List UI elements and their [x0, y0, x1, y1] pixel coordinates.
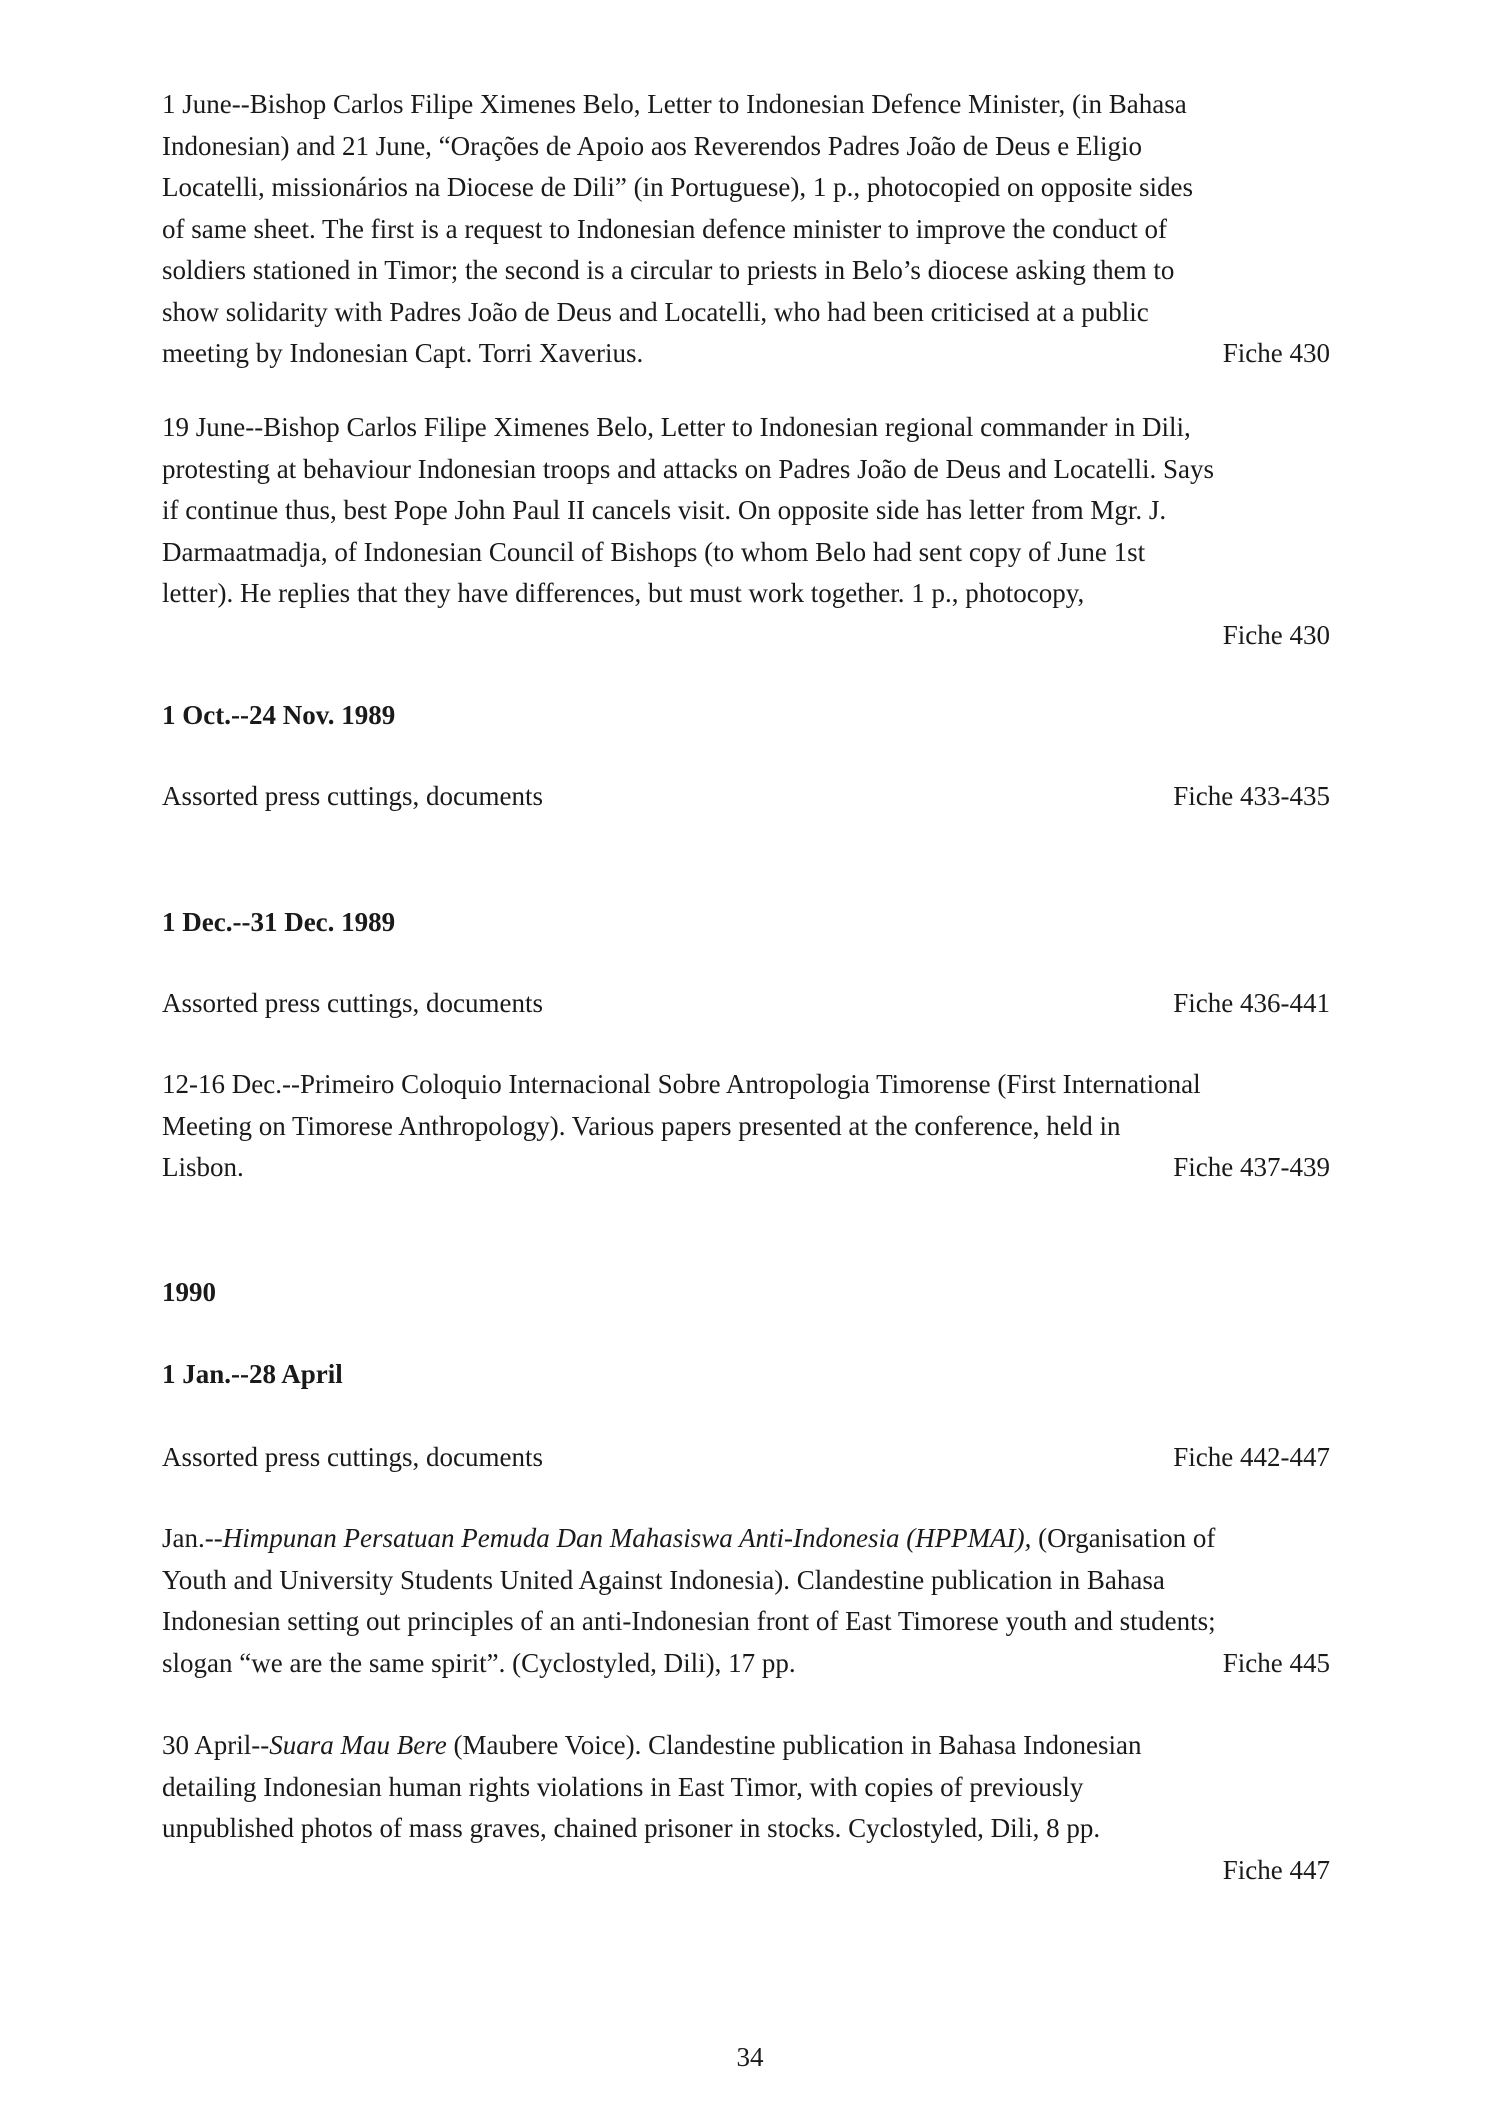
entry-19-june-belo-letter	[162, 407, 1330, 656]
entry-line	[162, 1725, 1330, 1767]
fiche-reference: Fiche 442-447	[1173, 1442, 1330, 1472]
entry-line: show solidarity with Padres João de Deus and Locatelli, who had been criticised at a public	[162, 296, 1149, 327]
assorted-row	[162, 983, 1330, 1025]
entry-line-text: meeting by Indonesian Capt. Torri Xaverius.	[162, 338, 644, 368]
section-heading: 1 Dec.--31 Dec. 1989	[162, 907, 396, 937]
entry-line: of same sheet. The first is a request to Indonesian defence minister to improve the conduct of	[162, 213, 1167, 244]
entry-line-text: slogan “we are the same spirit”. (Cyclostyled, Dili), 17 pp.	[162, 1647, 796, 1678]
entry-1-june-belo-letter	[162, 84, 1330, 375]
assorted-row	[162, 1437, 1330, 1479]
year-heading: 1990	[162, 1277, 216, 1307]
fiche-reference: Fiche 433-435	[1173, 781, 1330, 811]
fiche-reference: Fiche 445	[1222, 1647, 1330, 1678]
entry-line: Locatelli, missionários na Diocese de Dili” (in Portuguese), 1 p., photocopied on opposite sides	[162, 172, 1194, 202]
entry-line: letter). He replies that they have differences, but must work together. 1 p., photocopy,	[162, 578, 1085, 608]
entry-line: 12-16 Dec.--Primeiro Coloquio Internacional Sobre Antropologia Timorense (First International	[162, 1069, 1201, 1099]
assorted-row	[162, 776, 1330, 818]
entry-line	[162, 1147, 1330, 1189]
fiche-reference: Fiche 430	[1222, 338, 1330, 368]
entry-line: Meeting on Timorese Anthropology). Various papers presented at the conference, held in	[162, 1110, 1121, 1141]
entry-line-text: Lisbon.	[162, 1152, 244, 1182]
section-heading: 1 Jan.--28 April	[162, 1359, 343, 1389]
entry-line: detailing Indonesian human rights violations in East Timor, with copies of previously	[162, 1771, 1084, 1802]
entry-line: Indonesian setting out principles of an anti-Indonesian front of East Timorese youth and students;	[162, 1606, 1216, 1636]
entry-line: Darmaatmadja, of Indonesian Council of Bishops (to whom Belo had sent copy of June 1st	[162, 536, 1146, 567]
entry-line: Indonesian) and 21 June, “Orações de Apoio aos Reverendos Padres João de Deus e Eligio	[162, 130, 1142, 161]
entry-line-text: (Maubere Voice). Clandestine publication in Bahasa Indonesian	[446, 1730, 1142, 1760]
fiche-reference: Fiche 437-439	[1173, 1152, 1330, 1182]
fiche-reference: Fiche 430	[1222, 619, 1330, 650]
fiche-reference: Fiche 436-441	[1173, 988, 1330, 1018]
entry-line	[162, 333, 1330, 375]
row-text: Assorted press cuttings, documents	[162, 1442, 543, 1472]
entry-line: soldiers stationed in Timor; the second is a circular to priests in Belo’s diocese asking them to	[162, 255, 1175, 285]
section-heading: 1 Oct.--24 Nov. 1989	[162, 700, 396, 730]
entry-line-text: (Organisation of	[1031, 1523, 1216, 1553]
row-text: Assorted press cuttings, documents	[162, 988, 543, 1018]
row-text: Assorted press cuttings, documents	[162, 781, 543, 811]
entry-prefix: 30 April--	[162, 1730, 270, 1760]
fiche-reference: Fiche 447	[1222, 1854, 1330, 1885]
entry-line: protesting at behaviour Indonesian troops and attacks on Padres João de Deus and Locatelli. Says	[162, 453, 1214, 484]
entry-coloquio	[162, 1064, 1330, 1189]
page-number: 34	[736, 2042, 764, 2072]
entry-line	[162, 1643, 1330, 1685]
entry-line: 19 June--Bishop Carlos Filipe Ximenes Belo, Letter to Indonesian regional commander in Dili,	[162, 412, 1191, 442]
entry-line: Youth and University Students United Against Indonesia). Clandestine publication in Bahasa	[162, 1564, 1165, 1595]
entry-line: if continue thus, best Pope John Paul II cancels visit. On opposite side has letter from Mgr. J.	[162, 495, 1167, 525]
entry-prefix: Jan.--	[162, 1523, 223, 1553]
entry-hppmai	[162, 1518, 1330, 1684]
entry-suara-mau-bere	[162, 1725, 1330, 1891]
entry-line: 1 June--Bishop Carlos Filipe Ximenes Belo, Letter to Indonesian Defence Minister, (in Bahasa	[162, 89, 1187, 119]
entry-line	[162, 1518, 1330, 1560]
publication-title: Suara Mau Bere	[269, 1730, 447, 1760]
publication-title: Himpunan Persatuan Pemuda Dan Mahasiswa Anti-Indonesia (HPPMAI),	[222, 1523, 1032, 1553]
entry-line: unpublished photos of mass graves, chained prisoner in stocks. Cyclostyled, Dili, 8 pp.	[162, 1813, 1101, 1843]
